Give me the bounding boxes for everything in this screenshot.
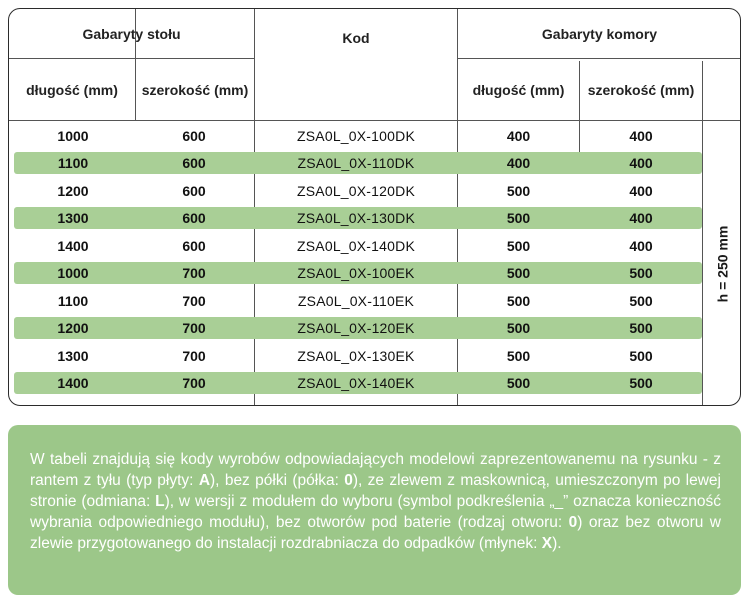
header-bottom-line (9, 120, 741, 121)
cell-chamber-length: 500 (506, 238, 531, 254)
product-table (8, 8, 741, 406)
cell-length: 1000 (57, 265, 89, 281)
cell-width: 700 (182, 265, 206, 281)
cell-code: ZSA0L_0X-120DK (297, 183, 415, 199)
table-row (14, 152, 702, 174)
note-text: ), bez półki (półka: (210, 472, 345, 489)
cell-chamber-width: 400 (629, 155, 653, 171)
note-text: ), w wersji z modułem do wyboru (symbol podkreślenia „_” oznacza konieczność wybrania odpowiedniego modułu), bez otworów pod baterie (rodzaj otworu: (30, 493, 721, 531)
cell-code: ZSA0L_0X-120EK (297, 320, 415, 336)
table-row (14, 180, 702, 202)
cell-chamber-length: 500 (506, 265, 531, 281)
cell-chamber-length: 400 (506, 128, 531, 144)
header-chamber-width: szerokość (mm) (587, 81, 695, 98)
cell-width: 600 (182, 155, 206, 171)
cell-width: 600 (182, 210, 206, 226)
header-chamber-length: długość (mm) (472, 81, 565, 98)
height-label: h = 250 mm (714, 225, 730, 303)
cell-code: ZSA0L_0X-100EK (297, 265, 415, 281)
cell-length: 1100 (57, 155, 89, 171)
cell-chamber-length: 400 (506, 155, 531, 171)
cell-width: 700 (182, 348, 206, 364)
cell-code: ZSA0L_0X-130DK (297, 210, 415, 226)
note-bold-value: 0 (568, 514, 578, 531)
cell-width: 600 (182, 238, 206, 254)
cell-code: ZSA0L_0X-130EK (297, 348, 415, 364)
cell-chamber-width: 500 (629, 293, 653, 309)
cell-length: 1300 (57, 210, 89, 226)
cell-chamber-width: 500 (629, 375, 653, 391)
note-bold-value: X (541, 535, 553, 552)
cell-length: 1200 (57, 183, 89, 199)
table-row (14, 262, 702, 284)
cell-chamber-width: 500 (629, 320, 653, 336)
cell-chamber-width: 400 (629, 238, 653, 254)
cell-length: 1200 (57, 320, 89, 336)
cell-code: ZSA0L_0X-140EK (297, 375, 415, 391)
cell-chamber-length: 500 (506, 320, 531, 336)
cell-length: 1000 (57, 128, 89, 144)
cell-chamber-length: 500 (506, 210, 531, 226)
cell-width: 600 (182, 128, 206, 144)
table-row (14, 235, 702, 257)
table-row (14, 125, 702, 147)
cell-chamber-length: 500 (506, 183, 531, 199)
table-row (14, 207, 702, 229)
cell-chamber-width: 500 (629, 348, 653, 364)
cell-chamber-width: 400 (629, 183, 653, 199)
cell-length: 1400 (57, 238, 89, 254)
info-note (8, 425, 741, 595)
cell-length: 1300 (57, 348, 89, 364)
note-text: ), ze zlewem z maskownicą, umieszczonym po lewej stronie (odmiana: (30, 472, 721, 510)
header-chamber-dimensions: Gabaryty komory (541, 25, 658, 42)
cell-chamber-width: 400 (629, 128, 653, 144)
note-bold-value: L (155, 493, 165, 510)
cell-length: 1400 (57, 375, 89, 391)
cell-chamber-length: 500 (506, 348, 531, 364)
table-row (14, 345, 702, 367)
header-table-dimensions: Gabaryty stołu (82, 25, 181, 42)
note-bold-value: 0 (344, 472, 353, 489)
note-text: ). (552, 535, 562, 552)
cell-chamber-width: 500 (629, 265, 653, 281)
cell-width: 700 (182, 375, 206, 391)
note-text: ) oraz bez otworu w zlewie przygotowanego do instalacji rozdrabniacza do odpadków (młynek: (30, 514, 721, 552)
cell-code: ZSA0L_0X-110EK (297, 293, 415, 309)
cell-chamber-length: 500 (506, 293, 531, 309)
cell-code: ZSA0L_0X-100DK (297, 128, 415, 144)
table-row (14, 372, 702, 394)
height-label-cell (702, 121, 741, 406)
table-row (14, 290, 702, 312)
note-bold-value: A (198, 472, 211, 489)
cell-code: ZSA0L_0X-140DK (297, 238, 415, 254)
cell-length: 1100 (57, 293, 89, 309)
cell-width: 700 (182, 293, 206, 309)
header-table-length: długość (mm) (26, 81, 118, 98)
cell-code: ZSA0L_0X-110DK (297, 155, 415, 171)
cell-chamber-length: 500 (506, 375, 531, 391)
cell-width: 700 (182, 320, 206, 336)
note-text: W tabeli znajdują się kody wyrobów odpowiadających modelowi zaprezentowanemu na rysunku - z rantem z tyłu (typ płyty: (30, 451, 721, 489)
table-row (14, 317, 702, 339)
header-table-width: szerokość (mm) (141, 81, 249, 98)
cell-chamber-width: 400 (629, 210, 653, 226)
header-code: Kod (342, 29, 370, 46)
cell-width: 600 (182, 183, 206, 199)
